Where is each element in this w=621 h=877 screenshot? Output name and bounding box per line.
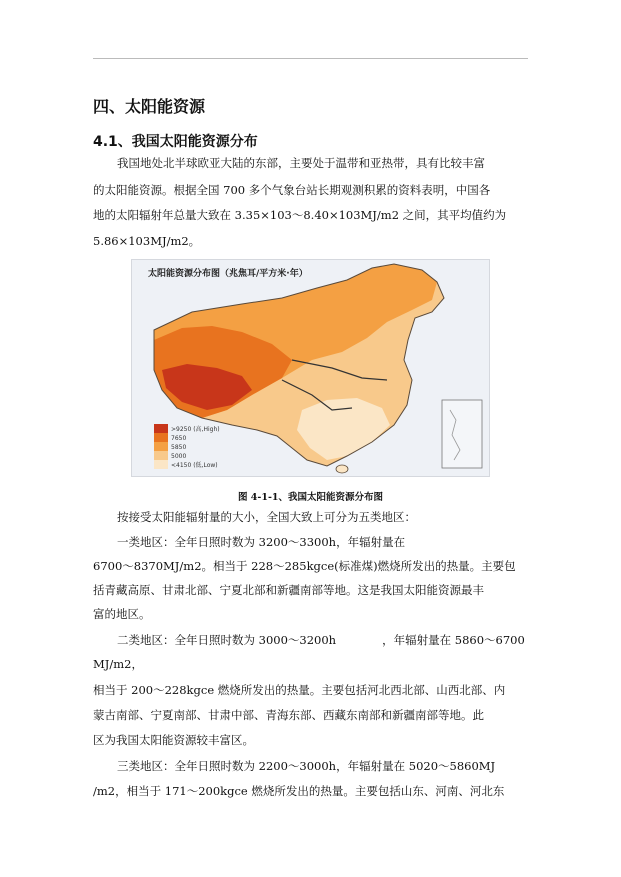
- legend-swatch: [154, 451, 168, 460]
- legend-swatch: [154, 424, 168, 433]
- body-text-line: /m2，相当于 171～200kgce 燃烧所发出的热量。主要包括山东、河南、河北东: [93, 784, 505, 798]
- body-text-line: 一类地区：全年日照时数为 3200～3300h，年辐射量在: [117, 535, 406, 549]
- body-text-line: 相当于 200～228kgce 燃烧所发出的热量。主要包括河北西北部、山西北部、内: [93, 683, 506, 697]
- section-title: 四、太阳能资源: [93, 97, 206, 116]
- body-text-line: 区为我国太阳能资源较丰富区。: [93, 733, 254, 747]
- body-text-line: 蒙古南部、宁夏南部、甘肃中部、青海东部、西藏东南部和新疆南部等地。此: [93, 708, 484, 722]
- body-text-line: 富的地区。: [93, 607, 151, 621]
- body-text-line: 按接受太阳能辐射量的大小，全国大致上可分为五类地区：: [117, 510, 416, 524]
- legend-label: <4150 (低,Low): [171, 462, 218, 469]
- intro-line: 的太阳能资源。根据全国 700 多个气象台站长期观测积累的资料表明，中国各: [93, 183, 491, 197]
- intro-line: 5.86×103MJ/m2。: [93, 234, 201, 248]
- body-text-line: 6700～8370MJ/m2。相当于 228～285kgce(标准煤)燃烧所发出的热量。主要包: [93, 559, 516, 573]
- body-text-line: MJ/m2，: [93, 657, 143, 671]
- china-solar-map-graphic: [132, 260, 489, 476]
- solar-resource-map: [131, 259, 490, 477]
- figure-caption: 图 4-1-1、我国太阳能资源分布图: [237, 492, 384, 503]
- subsection-title: 4.1、我国太阳能资源分布: [93, 134, 258, 150]
- legend-label: >9250 (高,High): [171, 426, 220, 433]
- legend-swatch: [154, 442, 168, 451]
- intro-line: 地的太阳辐射年总量大致在 3.35×103～8.40×103MJ/m2 之间，其平均值约为: [93, 208, 507, 222]
- body-text-line: 二类地区：全年日照时数为 3000～3200h ，年辐射量在 5860～6700: [117, 633, 525, 647]
- legend-swatch: [154, 460, 168, 469]
- body-text-line: 括青藏高原、甘肃北部、宁夏北部和新疆南部等地。这是我国太阳能资源最丰: [93, 583, 484, 597]
- map-title: 太阳能资源分布图（兆焦耳/平方米·年）: [148, 269, 308, 279]
- legend-label: 7650: [171, 435, 187, 442]
- legend-label: 5000: [171, 453, 187, 460]
- header-rule: [93, 58, 528, 59]
- legend-swatch: [154, 433, 168, 442]
- intro-line: 我国地处北半球欧亚大陆的东部，主要处于温带和亚热带，具有比较丰富: [117, 156, 485, 170]
- legend-label: 5850: [171, 444, 187, 451]
- body-text-line: 三类地区：全年日照时数为 2200～3000h，年辐射量在 5020～5860MJ: [117, 759, 496, 773]
